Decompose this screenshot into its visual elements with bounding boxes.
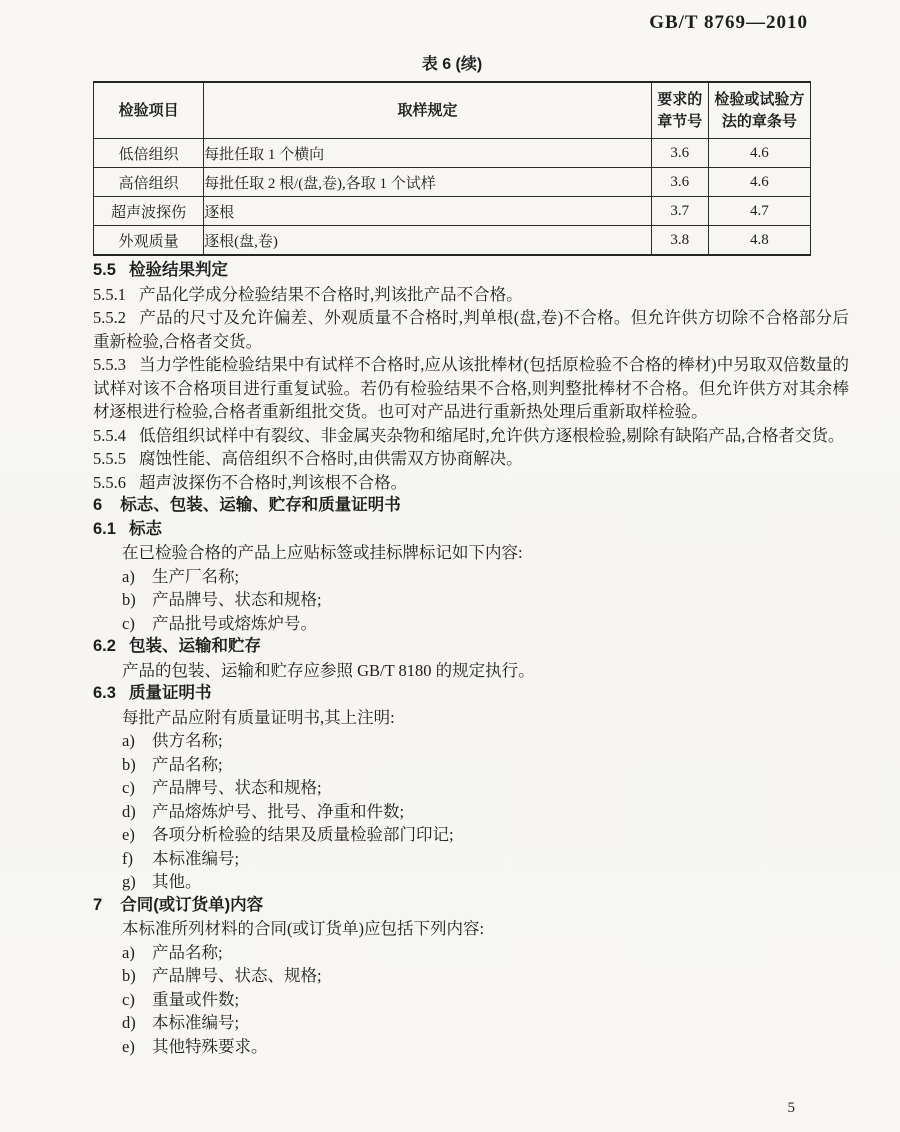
sampling-table [93,81,811,256]
clause-number: 5.5.2 [93,308,126,327]
list-item-label: a) [122,942,135,962]
list-item-label: c) [122,778,135,797]
cell-sampling: 逐根 [204,197,652,226]
section-title: 包装、运输和贮存 [128,637,261,655]
section-heading-6-1 [93,518,849,542]
list-item-label: d) [122,1013,136,1032]
list-item-text: 本标准编号; [152,848,240,868]
header-line: 法的章条号 [721,112,797,130]
cell-method: 4.7 [708,197,810,226]
cell-method: 4.8 [708,226,810,256]
list-item-text: 其他特殊要求。 [152,1036,268,1056]
list-item-label: e) [122,825,135,844]
table-header-row [94,82,811,139]
list-item-label: g) [122,872,136,891]
list-item-label: a) [122,566,135,586]
chapter-title: 合同(或订货单)内容 [120,895,264,914]
paragraph-6-1-intro: 在已检验合格的产品上应贴标签或挂标牌标记如下内容: [122,543,523,562]
list-item [93,1035,849,1059]
list-item [93,565,849,589]
cell-item: 超声波探伤 [94,197,204,226]
cell-req: 3.7 [651,197,708,226]
list-item-label: b) [122,754,136,774]
list-item-label: f) [122,848,133,868]
list-item-text: 重量或件数; [152,989,240,1009]
clause-5-5-5 [93,447,849,471]
header-line: 要求的 [657,90,703,108]
header-line: 检验或试验方 [714,90,805,108]
clause-number: 5.5.4 [93,425,126,445]
table-caption: 表 6 (续) [421,56,483,73]
list-item-text: 产品名称; [152,942,223,962]
header-cell-method-chapter [708,82,810,139]
chapter-heading-6 [93,494,849,518]
clause-number: 5.5.1 [93,284,126,304]
header-cell-sampling: 取样规定 [204,82,652,139]
header-cell-required-chapter [651,82,708,139]
page-number: 5 [787,1100,795,1116]
list-item [93,870,849,894]
list-item-text: 生产厂名称; [152,566,240,586]
list-item [93,988,849,1012]
list-item-text: 产品牌号、状态、规格; [152,966,322,985]
clause-text: 低倍组织试样中有裂纹、非金属夹杂物和缩尾时,允许供方逐根检验,剔除有缺陷产品,合格者交货。 [139,425,845,445]
clause-5-5-2 [93,306,849,353]
header-line: 章节号 [657,112,703,130]
list-item-text: 产品牌号、状态和规格; [152,778,322,797]
list-item [93,612,849,636]
clause-number: 5.5.5 [93,449,126,468]
list-item [93,847,849,871]
chapter-heading-7 [93,894,849,918]
clause-number: 5.5.3 [93,355,126,374]
list-item [93,588,849,612]
cell-sampling: 每批任取 1 个横向 [204,139,652,168]
cell-req: 3.8 [651,226,708,256]
cell-item: 外观质量 [94,226,204,256]
list-item-text: 各项分析检验的结果及质量检验部门印记; [152,825,454,844]
chapter-number: 7 [93,895,103,914]
list-item-text: 其他。 [152,872,202,891]
list-item-text: 产品熔炼炉号、批号、净重和件数; [152,801,405,821]
cell-req: 3.6 [651,139,708,168]
cell-method: 4.6 [708,168,810,197]
list-item [93,1011,849,1035]
sections [93,259,849,1058]
section-title: 质量证明书 [128,684,212,702]
table-row [94,226,811,256]
paragraph-6-2: 产品的包装、运输和贮存应参照 GB/T 8180 的规定执行。 [122,660,535,680]
document-body [93,0,849,1058]
list-item [93,941,849,965]
list-item-text: 产品牌号、状态和规格; [152,590,322,609]
cell-req: 3.6 [651,168,708,197]
cell-sampling: 每批任取 2 根/(盘,卷),各取 1 个试样 [204,168,652,197]
section-number: 6.1 [93,519,116,538]
list-item [93,800,849,824]
paragraph-7-intro: 本标准所列材料的合同(或订货单)应包括下列内容: [122,919,485,938]
cell-method: 4.6 [708,139,810,168]
list-item-label: c) [122,989,135,1009]
list-item-label: b) [122,966,136,985]
list-item [93,776,849,800]
clause-text: 产品的尺寸及允许偏差、外观质量不合格时,判单根(盘,卷)不合格。但允许供方切除不合格部分后重新检验,合格者交货。 [93,308,849,351]
list-item-text: 产品名称; [152,754,223,774]
cell-item: 高倍组织 [94,168,204,197]
list-item-label: b) [122,590,136,609]
table-row [94,139,811,168]
cell-item: 低倍组织 [94,139,204,168]
section-number: 5.5 [93,261,116,279]
list-item-label: e) [122,1036,135,1056]
list-item [93,823,849,847]
table-row [94,168,811,197]
clause-5-5-1 [93,283,849,307]
chapter-number: 6 [93,496,103,514]
clause-5-5-4 [93,424,849,448]
chapter-title: 标志、包装、运输、贮存和质量证明书 [120,496,401,514]
list-item [93,729,849,753]
list-item [93,753,849,777]
list-item [93,964,849,988]
clause-text: 超声波探伤不合格时,判该根不合格。 [139,472,408,492]
clause-text: 产品化学成分检验结果不合格时,判该批产品不合格。 [139,284,523,304]
list-item-label: c) [122,613,135,633]
clause-5-5-6 [93,471,849,495]
standard-number: GB/T 8769—2010 [649,12,808,33]
section-title: 标志 [128,519,162,538]
list-item-text: 供方名称; [152,731,223,750]
section-title: 检验结果判定 [128,261,228,279]
paragraph-6-3-intro: 每批产品应附有质量证明书,其上注明: [122,707,395,727]
clause-text: 当力学性能检验结果中有试样不合格时,应从该批棒材(包括原检验不合格的棒材)中另取双倍数量的试样对该不合格项目进行重复试验。若仍有检验结果不合格,则判整批棒材不合格。但允许供方对其余棒材逐根进行检验,合格者重新组批交货。也可对产品进行重新热处理后重新取样检验。 [93,355,849,421]
clause-text: 腐蚀性能、高倍组织不合格时,由供需双方协商解决。 [139,449,523,468]
clause-number: 5.5.6 [93,472,126,492]
section-heading-6-3 [93,682,849,706]
section-heading-6-2 [93,635,849,659]
list-item-label: d) [122,801,136,821]
cell-sampling: 逐根(盘,卷) [204,226,652,256]
list-item-text: 产品批号或熔炼炉号。 [152,613,317,633]
section-heading-5-5 [93,259,849,283]
header-cell-item: 检验项目 [94,82,204,139]
section-number: 6.2 [93,637,116,655]
list-item-label: a) [122,731,135,750]
section-number: 6.3 [93,684,116,702]
clause-5-5-3 [93,353,849,424]
table-row [94,197,811,226]
list-item-text: 本标准编号; [152,1013,240,1032]
